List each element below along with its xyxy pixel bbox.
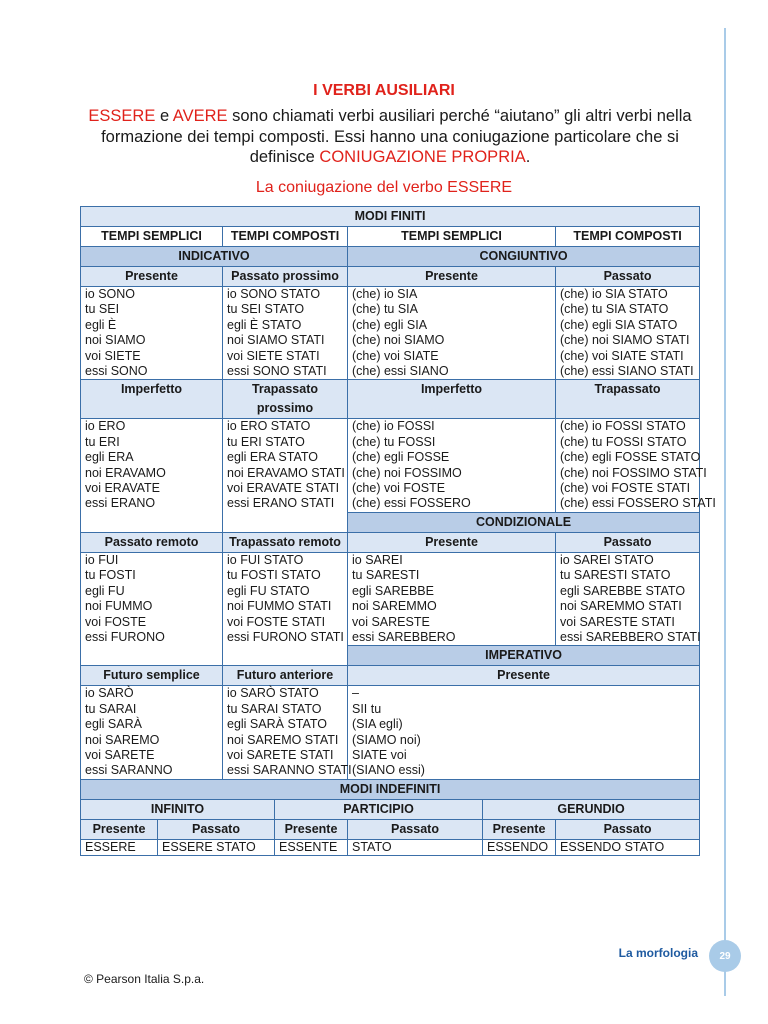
cong-trapassato-forms	[556, 419, 716, 512]
copyright-notice: © Pearson Italia S.p.a.	[84, 972, 205, 986]
verb-form: essi FURONO	[85, 629, 165, 644]
verb-form: tu FOSTI STATO	[227, 568, 321, 583]
verb-form: voi SARETE	[85, 747, 155, 762]
verb-form: (che) essi FOSSERO	[352, 496, 471, 511]
verb-form: essi ERANO STATI	[227, 496, 335, 511]
ind-imperfetto-header: Imperfetto	[81, 380, 223, 419]
verb-form: voi FOSTE STATI	[227, 614, 326, 629]
verb-form: egli SARÀ	[85, 717, 142, 732]
verb-form: voi ERAVATE	[85, 481, 161, 496]
cong-presente-forms	[348, 287, 556, 380]
verb-form: egli ERA STATO	[227, 450, 319, 465]
verb-form: (che) voi FOSTE STATI	[560, 481, 691, 496]
verb-form: essi SONO STATI	[227, 364, 327, 379]
verb-form: io SAREI	[352, 552, 403, 567]
intro-keyword-coniugazione: CONIUGAZIONE PROPRIA	[319, 148, 526, 166]
ind-trapassato-remoto-forms	[223, 552, 348, 665]
infinito-header: INFINITO	[81, 799, 275, 819]
verb-form: tu SARESTI STATO	[560, 568, 671, 583]
cong-passato-forms	[556, 287, 700, 380]
verb-form: egli ERA	[85, 450, 134, 465]
verb-form: (che) noi SIAMO	[352, 333, 445, 348]
verb-form: (che) egli SIA STATO	[560, 317, 678, 332]
inf-presente-form: ESSERE	[81, 839, 158, 855]
ind-passato-prossimo-forms	[223, 287, 348, 380]
verb-form: io SAREI STATO	[560, 552, 654, 567]
tempi-semplici-header: TEMPI SEMPLICI	[81, 227, 223, 247]
verb-form: (che) egli FOSSE STATO	[560, 450, 701, 465]
cond-passato-forms	[556, 552, 700, 645]
verb-form: noi SIAMO STATI	[227, 333, 325, 348]
part-presente-header: Presente	[275, 819, 348, 839]
ind-imperfetto-forms	[81, 419, 223, 532]
intro-text-3: .	[525, 148, 531, 166]
verb-form: essi SAREBBERO STATI	[560, 629, 701, 644]
verb-form: io FUI STATO	[227, 552, 304, 567]
verb-form: noi SAREMO STATI	[227, 732, 339, 747]
inf-passato-form: ESSERE STATO	[158, 839, 275, 855]
verb-form: io SARÒ	[85, 686, 134, 701]
part-presente-form: ESSENTE	[275, 839, 348, 855]
verb-form: (che) noi FOSSIMO STATI	[560, 465, 707, 480]
verb-form: (che) io FOSSI STATO	[560, 419, 686, 434]
verb-form: io SARÒ STATO	[227, 686, 319, 701]
verb-form: voi SARETE STATI	[227, 747, 334, 762]
verb-form: egli SARÀ STATO	[227, 717, 328, 732]
verb-form: tu SARESTI	[352, 568, 420, 583]
verb-form: io ERO STATO	[227, 419, 311, 434]
cong-presente-header: Presente	[348, 267, 556, 287]
verb-form: (che) noi SIAMO STATI	[560, 333, 690, 348]
condizionale-header: CONDIZIONALE	[348, 512, 700, 532]
ind-futuro-semplice-header: Futuro semplice	[81, 666, 223, 686]
imperativo-header: IMPERATIVO	[348, 646, 700, 666]
verb-form: essi SAREBBERO	[352, 629, 456, 644]
ind-futuro-anteriore-forms	[223, 686, 352, 779]
ind-presente-forms	[81, 287, 223, 380]
ind-presente-header: Presente	[81, 267, 223, 287]
congiuntivo-header: CONGIUNTIVO	[348, 247, 700, 267]
verb-form: egli FU	[85, 583, 125, 598]
verb-form: egli SAREBBE STATO	[560, 583, 686, 598]
verb-form: noi ERAVAMO	[85, 465, 166, 480]
gerundio-header: GERUNDIO	[483, 799, 700, 819]
verb-form: (che) voi SIATE STATI	[560, 348, 684, 363]
cond-passato-header: Passato	[556, 532, 700, 552]
modi-finiti-header: MODI FINITI	[81, 207, 700, 227]
part-passato-form: STATO	[348, 839, 483, 855]
part-passato-header: Passato	[348, 819, 483, 839]
ind-passato-remoto-header: Passato remoto	[81, 532, 223, 552]
verb-form: tu FOSTI	[85, 568, 136, 583]
intro-text-1: e	[155, 107, 173, 125]
verb-form: voi SARESTE	[352, 614, 430, 629]
intro-keyword-avere: AVERE	[172, 107, 228, 125]
verb-form: SII tu	[352, 701, 382, 716]
imp-presente-forms	[348, 686, 700, 779]
ind-trapassato-remoto-header: Trapassato remoto	[223, 532, 348, 552]
ger-presente-header: Presente	[483, 819, 556, 839]
verb-form: SIATE voi	[352, 747, 407, 762]
verb-form: (che) io SIA	[352, 287, 418, 301]
verb-form: (che) io FOSSI	[352, 419, 435, 434]
verb-form: tu ERI	[85, 434, 120, 449]
verb-form: voi FOSTE	[85, 614, 147, 629]
verb-form: (che) voi FOSTE	[352, 481, 446, 496]
verb-form: io SONO	[85, 287, 136, 301]
verb-form: noi SAREMO	[85, 732, 160, 747]
verb-form: (SIAMO noi)	[352, 732, 421, 747]
verb-form: (che) essi SIANO STATI	[560, 364, 694, 379]
modi-indefiniti-header: MODI INDEFINITI	[81, 779, 700, 799]
verb-form: (che) essi SIANO	[352, 364, 449, 379]
verb-form: (che) essi FOSSERO STATI	[560, 496, 716, 511]
verb-form: noi FUMMO	[85, 599, 153, 614]
verb-form: essi SONO	[85, 364, 148, 379]
cong-imperfetto-forms	[348, 419, 556, 512]
verb-form: essi ERANO	[85, 496, 156, 511]
verb-form: (che) noi FOSSIMO	[352, 465, 462, 480]
cong-passato-header: Passato	[556, 267, 700, 287]
ind-trapassato-prossimo-forms	[223, 419, 348, 532]
ger-passato-form: ESSENDO STATO	[556, 839, 700, 855]
verb-form: io SONO STATO	[227, 287, 321, 301]
verb-form: egli È STATO	[227, 317, 302, 332]
table-subtitle: La coniugazione del verbo ESSERE	[255, 179, 513, 196]
verb-form: (che) egli FOSSE	[352, 450, 450, 465]
verb-form: essi FURONO STATI	[227, 629, 344, 644]
tempi-semplici-header-2: TEMPI SEMPLICI	[348, 227, 556, 247]
verb-form: voi SARESTE STATI	[560, 614, 675, 629]
ger-presente-form: ESSENDO	[483, 839, 556, 855]
cong-imperfetto-header: Imperfetto	[348, 380, 556, 419]
verb-form: (che) tu SIA	[352, 302, 418, 317]
verb-form: egli SAREBBE	[352, 583, 434, 598]
cond-presente-forms	[348, 552, 556, 645]
conjugation-table	[80, 206, 716, 856]
verb-form: noi FUMMO STATI	[227, 599, 332, 614]
verb-form: noi ERAVAMO STATI	[227, 465, 345, 480]
verb-form: noi SAREMMO STATI	[560, 599, 682, 614]
ind-passato-remoto-forms	[81, 552, 223, 665]
cong-trapassato-header: Trapassato	[556, 380, 700, 419]
verb-form: noi SAREMMO	[352, 599, 437, 614]
tempi-composti-header-2: TEMPI COMPOSTI	[556, 227, 700, 247]
verb-form: egli È	[85, 317, 117, 332]
verb-form: tu ERI STATO	[227, 434, 305, 449]
verb-form: (che) egli SIA	[352, 317, 428, 332]
intro-paragraph	[80, 106, 700, 168]
verb-form: (SIANO essi)	[352, 763, 425, 778]
verb-form: tu SEI STATO	[227, 302, 305, 317]
cond-presente-header: Presente	[348, 532, 556, 552]
verb-form: (che) tu SIA STATO	[560, 302, 669, 317]
footer-section-label: La morfologia	[618, 946, 698, 960]
participio-header: PARTICIPIO	[275, 799, 483, 819]
verb-form: io ERO	[85, 419, 126, 434]
verb-form: egli FU STATO	[227, 583, 310, 598]
ind-trapassato-prossimo-header: Trapassato prossimo	[223, 380, 348, 419]
inf-presente-header: Presente	[81, 819, 158, 839]
verb-form: tu SARAI STATO	[227, 701, 322, 716]
verb-form: tu SARAI	[85, 701, 137, 716]
verb-form: voi SIETE STATI	[227, 348, 320, 363]
verb-form: io FUI	[85, 552, 119, 567]
verb-form: (che) voi SIATE	[352, 348, 439, 363]
page-margin-line	[724, 28, 726, 996]
ind-passato-prossimo-header: Passato prossimo	[223, 267, 348, 287]
verb-form: –	[352, 686, 359, 701]
page-title: I VERBI AUSILIARI	[313, 82, 455, 99]
verb-form: essi SARANNO	[85, 763, 173, 778]
verb-form: (SIA egli)	[352, 717, 403, 732]
verb-form: (che) io SIA STATO	[560, 287, 668, 301]
verb-form: tu SEI	[85, 302, 120, 317]
indicativo-header: INDICATIVO	[81, 247, 348, 267]
verb-form: (che) tu FOSSI STATO	[560, 434, 687, 449]
tempi-composti-header: TEMPI COMPOSTI	[223, 227, 348, 247]
imp-presente-header: Presente	[348, 666, 700, 686]
ind-futuro-anteriore-header: Futuro anteriore	[223, 666, 348, 686]
inf-passato-header: Passato	[158, 819, 275, 839]
verb-form: voi SIETE	[85, 348, 141, 363]
verb-form: essi SARANNO STATI	[227, 763, 352, 778]
verb-form: voi ERAVATE STATI	[227, 481, 340, 496]
intro-keyword-essere: ESSERE	[88, 107, 156, 125]
page-number-badge: 29	[709, 940, 741, 972]
ger-passato-header: Passato	[556, 819, 700, 839]
intro-text-2: sono chiamati verbi ausiliari perché “aiutano” gli altri verbi nella formazione dei tempi composti. Essi hanno una coniugazione particolare che si definisce	[101, 107, 692, 166]
verb-form: (che) tu FOSSI	[352, 434, 436, 449]
verb-form: noi SIAMO	[85, 333, 146, 348]
ind-futuro-semplice-forms	[81, 686, 223, 779]
